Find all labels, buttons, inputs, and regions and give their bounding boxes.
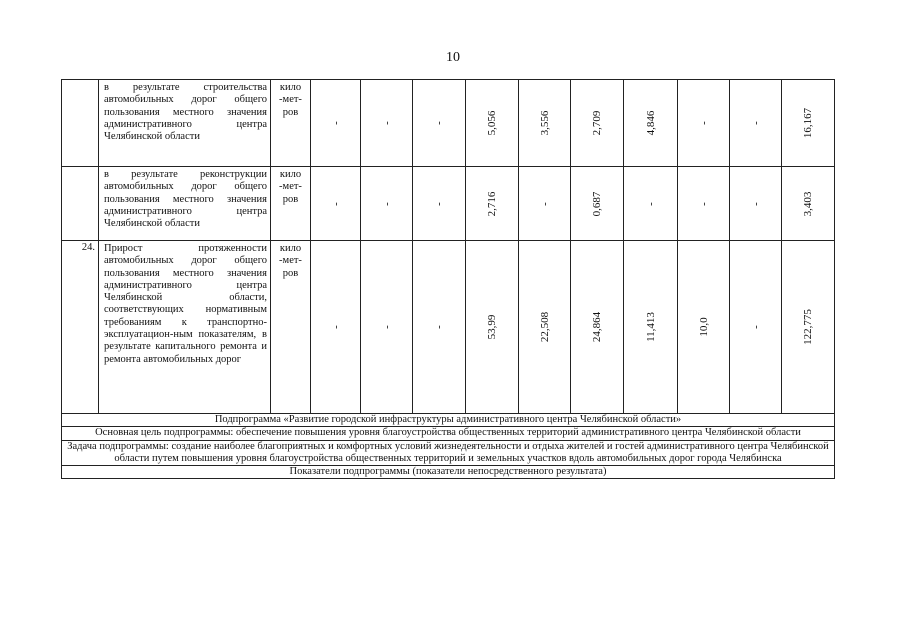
value-cell: 16,167 — [782, 80, 835, 167]
value-cell: - — [678, 167, 730, 241]
value-cell: 2,709 — [571, 80, 624, 167]
indicator-description: в результате строительства автомобильных дорог общего пользования местного значения административного центра Челябинской области — [99, 80, 271, 167]
subprogram-task: Задача подпрограммы: создание наиболее благоприятных и комфортных условий жизнедеятельности и отдыха жителей и гостей административного центра Челябинской области путем повышения уровня благоустройства общественных территорий и земельных участков вдоль автомобильных дорог города Челябинска — [62, 440, 835, 466]
row-number — [62, 80, 99, 167]
row-number — [62, 167, 99, 241]
page-number: 10 — [446, 50, 460, 65]
value-cell: 3,556 — [519, 80, 571, 167]
table-row — [62, 414, 835, 427]
unit-cell: кило-мет-ров — [271, 241, 311, 414]
value-cell: - — [730, 241, 782, 414]
table-row — [62, 466, 835, 479]
value-cell: - — [361, 241, 413, 414]
indicators-table — [61, 79, 835, 479]
value-cell: 3,403 — [782, 167, 835, 241]
value-cell: 5,056 — [466, 80, 519, 167]
value-cell: 24,864 — [571, 241, 624, 414]
value-cell: - — [519, 167, 571, 241]
subprogram-goal: Основная цель подпрограммы: обеспечение повышения уровня благоустройства общественных территорий административного центра Челябинской области — [62, 427, 835, 440]
value-cell: 10,0 — [678, 241, 730, 414]
table-row — [62, 167, 835, 241]
unit-cell: кило-мет-ров — [271, 80, 311, 167]
value-cell: - — [624, 167, 678, 241]
value-cell: - — [413, 80, 466, 167]
value-cell: - — [413, 167, 466, 241]
value-cell: - — [311, 241, 361, 414]
unit-cell: кило-мет-ров — [271, 167, 311, 241]
value-cell: 122,775 — [782, 241, 835, 414]
table-row — [62, 80, 835, 167]
row-number: 24. — [62, 241, 99, 414]
table-row — [62, 440, 835, 466]
indicator-description: Прирост протяженности автомобильных дорог общего пользования местного значения административного центра Челябинской области, соответствующих нормативным требованиям к транспортно-эксплуатацион-ным показателям, в результате капитального ремонта и ремонта автомобильных дорог — [99, 241, 271, 414]
indicator-description: в результате реконструкции автомобильных дорог общего пользования местного значения административного центра Челябинской области — [99, 167, 271, 241]
value-cell: 11,413 — [624, 241, 678, 414]
value-cell: 53,99 — [466, 241, 519, 414]
value-cell: 4,846 — [624, 80, 678, 167]
value-cell: - — [730, 167, 782, 241]
value-cell: 2,716 — [466, 167, 519, 241]
subprogram-title: Подпрограмма «Развитие городской инфраструктуры административного центра Челябинской области» — [62, 414, 835, 427]
value-cell: - — [730, 80, 782, 167]
value-cell: - — [311, 80, 361, 167]
value-cell: - — [678, 80, 730, 167]
value-cell: - — [361, 167, 413, 241]
value-cell: - — [413, 241, 466, 414]
indicators-header: Показатели подпрограммы (показатели непосредственного результата) — [62, 466, 835, 479]
table-row — [62, 241, 835, 414]
value-cell: - — [311, 167, 361, 241]
value-cell: 22,508 — [519, 241, 571, 414]
value-cell: 0,687 — [571, 167, 624, 241]
value-cell: - — [361, 80, 413, 167]
table-row — [62, 427, 835, 440]
